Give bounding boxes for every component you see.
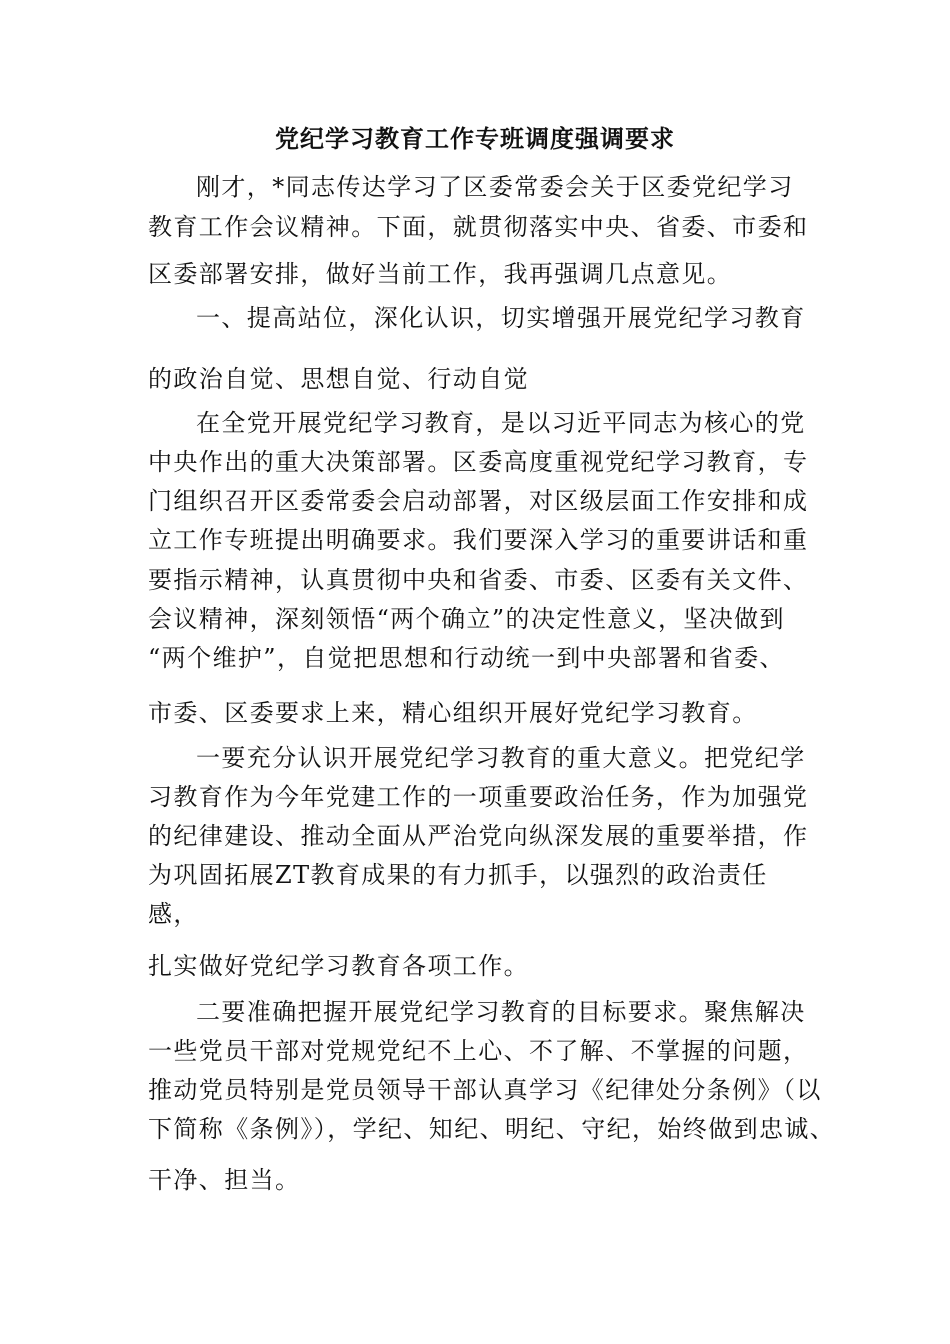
text-line: 一要充分认识开展党纪学习教育的重大意义。把党纪学 — [196, 744, 806, 772]
text-line: 立工作专班提出明确要求。我们要深入学习的重要讲话和重 — [148, 526, 809, 554]
document-title: 党纪学习教育工作专班调度强调要求 — [275, 124, 675, 153]
text-line: 干净、担当。 — [148, 1166, 301, 1194]
text-line: 的纪律建设、推动全面从严治党向纵深发展的重要举措，作 — [148, 822, 809, 850]
text-line: 教育工作会议精神。下面，就贯彻落实中央、省委、市委和 — [148, 213, 809, 241]
text-line: 区委部署安排，做好当前工作，我再强调几点意见。 — [148, 260, 733, 288]
text-line: 一些党员干部对党规党纪不上心、不了解、不掌握的问题， — [148, 1037, 809, 1065]
text-line: 习教育作为今年党建工作的一项重要政治任务，作为加强党 — [148, 783, 809, 811]
section-heading-line: 的政治自觉、思想自觉、行动自觉 — [148, 365, 529, 393]
text-line: 为巩固拓展ZT教育成果的有力抓手，以强烈的政治责任 — [148, 861, 768, 889]
section-heading-line: 一、提高站位，深化认识，切实增强开展党纪学习教育 — [196, 304, 806, 332]
text-line: 扎实做好党纪学习教育各项工作。 — [148, 952, 529, 980]
text-line: 刚才，*同志传达学习了区委常委会关于区委党纪学习 — [196, 173, 794, 201]
text-line: 会议精神，深刻领悟“两个确立”的决定性意义，坚决做到 — [148, 605, 785, 633]
text-line: 要指示精神，认真贯彻中央和省委、市委、区委有关文件、 — [148, 566, 809, 594]
text-line: 门组织召开区委常委会启动部署，对区级层面工作安排和成 — [148, 487, 809, 515]
text-line: 在全党开展党纪学习教育，是以习近平同志为核心的党 — [196, 409, 806, 437]
text-line: 感， — [148, 900, 199, 928]
text-line: “两个维护”，自觉把思想和行动统一到中央部署和省委、 — [148, 644, 785, 672]
text-line: 市委、区委要求上来，精心组织开展好党纪学习教育。 — [148, 699, 758, 727]
text-line: 推动党员特别是党员领导干部认真学习《纪律处分条例》（以 — [148, 1076, 822, 1104]
text-line: 二要准确把握开展党纪学习教育的目标要求。聚焦解决 — [196, 998, 806, 1026]
text-line: 中央作出的重大决策部署。区委高度重视党纪学习教育，专 — [148, 448, 809, 476]
text-line: 下简称《条例》），学纪、知纪、明纪、守纪，始终做到忠诚、 — [148, 1115, 836, 1143]
